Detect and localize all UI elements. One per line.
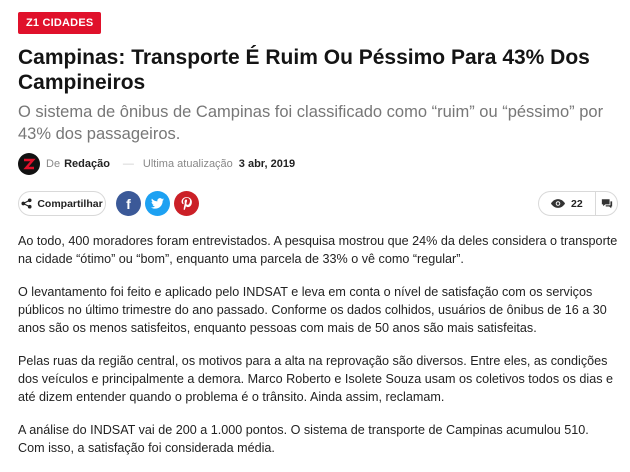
article-stats	[538, 191, 618, 216]
twitter-icon	[151, 198, 164, 209]
eye-icon	[551, 199, 565, 208]
pinterest-share-button[interactable]	[174, 191, 199, 216]
author-avatar[interactable]	[18, 153, 40, 175]
comments-button[interactable]	[596, 198, 617, 209]
byline-prefix: De	[46, 158, 61, 170]
article-paragraph: Ao todo, 400 moradores foram entrevistados. A pesquisa mostrou que 24% da deles considera o transporte na cidade “ótimo” ou “bom”, enquanto uma parcela de 33% o vê como “regular”.	[18, 234, 618, 266]
views-count: 22	[571, 197, 583, 210]
share-label: Compartilhar	[37, 197, 103, 210]
category-badge[interactable]: Z1 CIDADES	[18, 12, 101, 34]
views-counter	[539, 198, 595, 210]
article-title: Campinas: Transporte É Ruim Ou Péssimo Para 43% Dos Campineiros	[18, 46, 590, 94]
author-name[interactable]: Redação	[64, 158, 110, 170]
share-bar	[18, 191, 618, 218]
article-paragraph: O levantamento foi feito e aplicado pelo INDSAT e leva em conta o nível de satisfação com os serviços públicos no último trimestre do ano passado. Conforme os dados colhidos, usuários de ônibus de 16 a 30 anos são os menos satisfeitos, enquanto pessoas com mais de 50 anos são mais satisfeitas.	[18, 285, 607, 335]
article-paragraph: A análise do INDSAT vai de 200 a 1.000 pontos. O sistema de transporte de Campinas acumulou 510. Com isso, a satisfação foi considerada média.	[18, 423, 589, 455]
article-meta	[18, 152, 618, 176]
article-subtitle: O sistema de ônibus de Campinas foi classificado como “ruim” ou “péssimo” por 43% dos passageiros.	[18, 103, 604, 143]
share-button[interactable]	[18, 191, 106, 216]
facebook-share-button[interactable]	[116, 191, 141, 216]
article-paragraph: Pelas ruas da região central, os motivos para a alta na reprovação são diversos. Entre eles, as condições dos veículos e principalmente a demora. Marco Roberto e Isolete Souza usam os coletivos todos os dias e até dizem entender quando o problema é o trânsito. Ainda assim, reclamam.	[18, 354, 614, 404]
updated-label: Ultima atualização	[142, 158, 233, 170]
article-body	[18, 232, 618, 472]
comments-icon	[601, 198, 613, 209]
pinterest-icon	[181, 197, 192, 210]
share-icon	[21, 198, 32, 209]
meta-separator: —	[122, 158, 134, 170]
twitter-share-button[interactable]	[145, 191, 170, 216]
z1-logo-icon	[22, 157, 36, 171]
updated-date: 3 abr, 2019	[238, 158, 296, 170]
facebook-icon: f	[126, 195, 131, 212]
